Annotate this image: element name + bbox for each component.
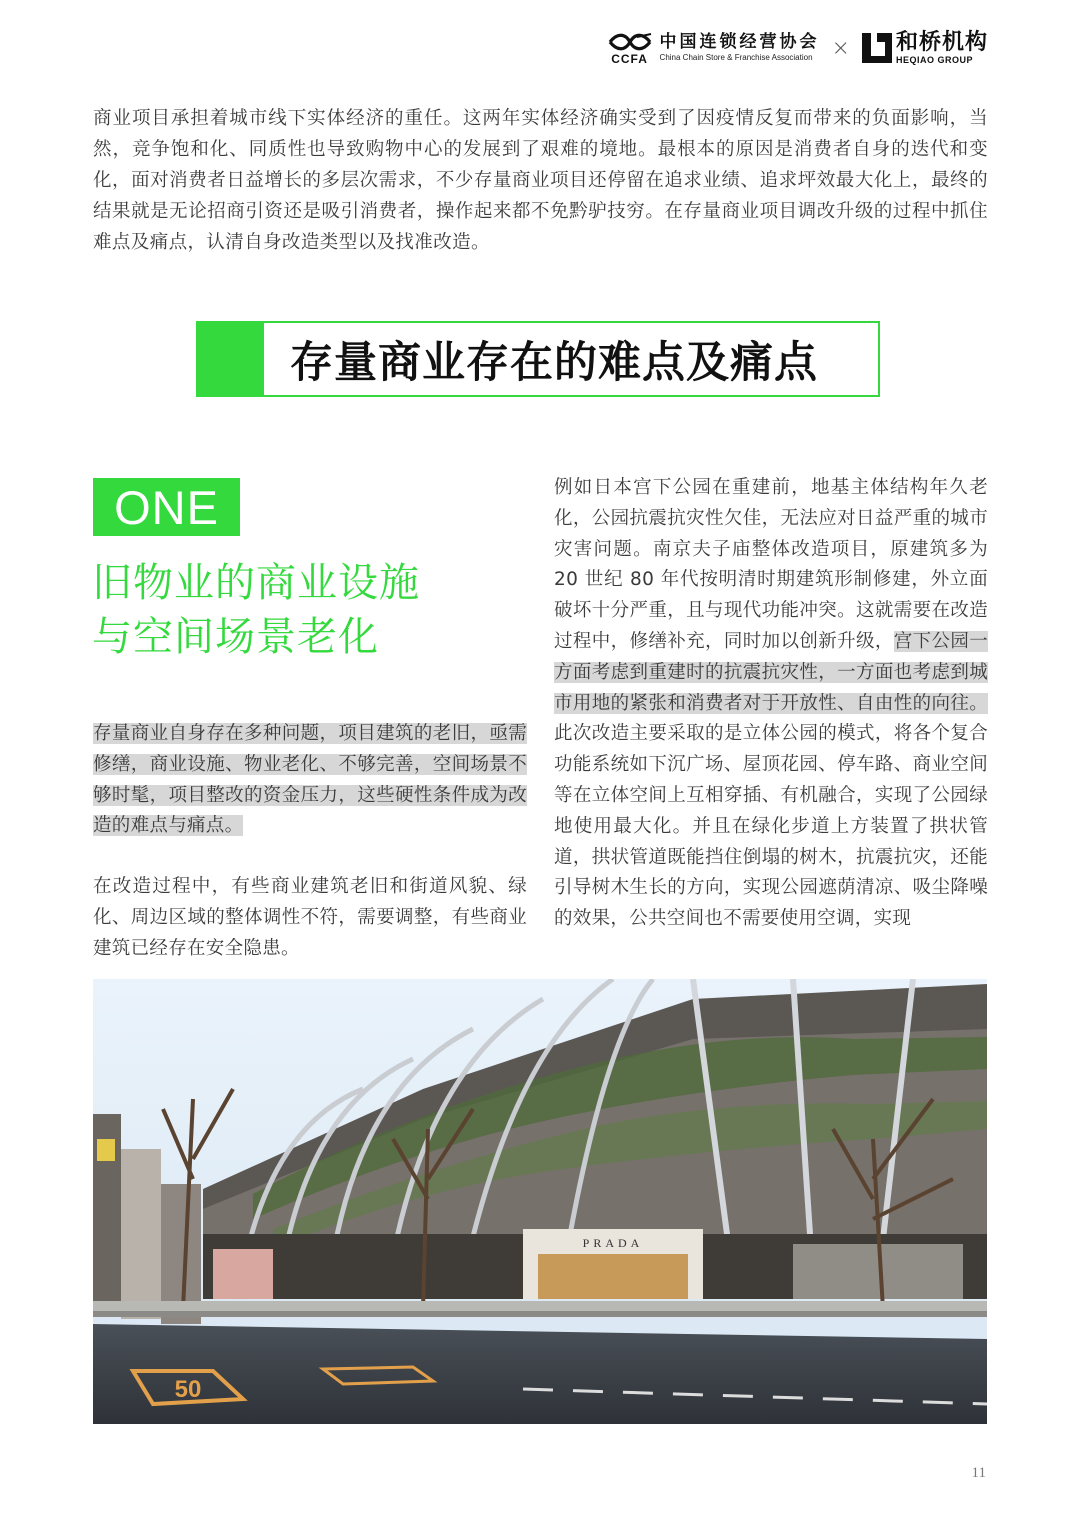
header-logos — [606, 28, 988, 68]
heqiao-chinese-name: 和桥机构 — [895, 29, 988, 55]
ccfa-chinese-name: 中国连锁经营协会 — [659, 32, 820, 52]
sub-heading — [92, 556, 512, 664]
heqiao-english-name: HEQIAO GROUP — [895, 54, 973, 65]
ccfa-abbreviation: CCFA — [611, 52, 648, 66]
storefront-sign: PRADA — [582, 1236, 644, 1250]
right-text-part-1: 例如日本宫下公园在重建前，地基主体结构年久老化，公园抗震抗灾性欠佳，无法应对日益严重的城市灾害问题。南京夫子庙整体改造项目，原建筑多为 20 世纪 80 年代按明清时期建筑形制修建，外立面破坏十分严重，且与现代功能冲突。这就需要在改造过程中，修缮补充，同时加以创新升级， — [554, 477, 988, 652]
logo-separator: × — [831, 35, 850, 61]
section-title: 存量商业存在的难点及痛点 — [290, 337, 818, 388]
ccfa-logo — [606, 31, 820, 65]
heqiao-square-icon — [862, 33, 892, 63]
left-paragraph-2: 在改造过程中，有些商业建筑老旧和街道风貌、绿化、周边区域的整体调性不符，需要调整，有些商业建筑已经存在安全隐患。 — [93, 876, 527, 959]
left-column — [93, 719, 527, 965]
section-heading-box — [196, 321, 880, 397]
highlighted-text: 宫下公园一方面考虑到重建时的抗震抗灾性，一方面也考虑到城市用地的紧张和消费者对于开放性、自由性的向往。 — [554, 630, 988, 714]
section-number-badge: ONE — [93, 478, 240, 536]
ccfa-english-name: China Chain Store & Franchise Association — [659, 53, 813, 62]
right-column — [554, 473, 988, 968]
section-heading-accent-bar — [198, 323, 264, 395]
heqiao-logo — [862, 31, 988, 66]
left-paragraph-1 — [93, 719, 527, 842]
sub-heading-line-1: 旧物业的商业设施 — [92, 560, 420, 606]
miyashita-park-photo — [93, 979, 987, 1424]
road-speed-marking: 50 — [174, 1376, 202, 1403]
sub-heading-line-2: 与空间场景老化 — [92, 614, 379, 660]
right-paragraph — [554, 473, 988, 935]
intro-paragraph: 商业项目承担着城市线下实体经济的重任。这两年实体经济确实受到了因疫情反复而带来的负面影响，当然，竞争饱和化、同质性也导致购物中心的发展到了艰难的境地。最根本的原因是消费者自身的迭代和变化，面对消费者日益增长的多层次需求，不少存量商业项目还停留在追求业绩、追求坪效最大化上，最终的结果就是无论招商引资还是吸引消费者，操作起来都不免黔驴技穷。在存量商业项目调改升级的过程中抓住难点及痛点，认清自身改造类型以及找准改造。 — [93, 108, 988, 253]
right-text-part-2: 此次改造主要采取的是立体公园的模式，将各个复合功能系统如下沉广场、屋顶花园、停车路、商业空间等在立体空间上互相穿插、有机融合，实现了公园绿地使用最大化。并且在绿化步道上方装置了拱状管道，拱状管道既能挡住倒塌的树木，抗震抗灾，还能引导树木生长的方向，实现公园遮荫清凉、吸尘降噪的效果，公共空间也不需要使用空调，实现 — [554, 723, 988, 930]
highlighted-text: 存量商业自身存在多种问题，项目建筑的老旧，亟需修缮，商业设施、物业老化、不够完善，空间场景不够时髦，项目整改的资金压力，这些硬性条件成为改造的难点与痛点。 — [93, 723, 527, 837]
ccfa-emblem-icon — [606, 31, 654, 65]
page-number: 11 — [971, 1465, 986, 1481]
